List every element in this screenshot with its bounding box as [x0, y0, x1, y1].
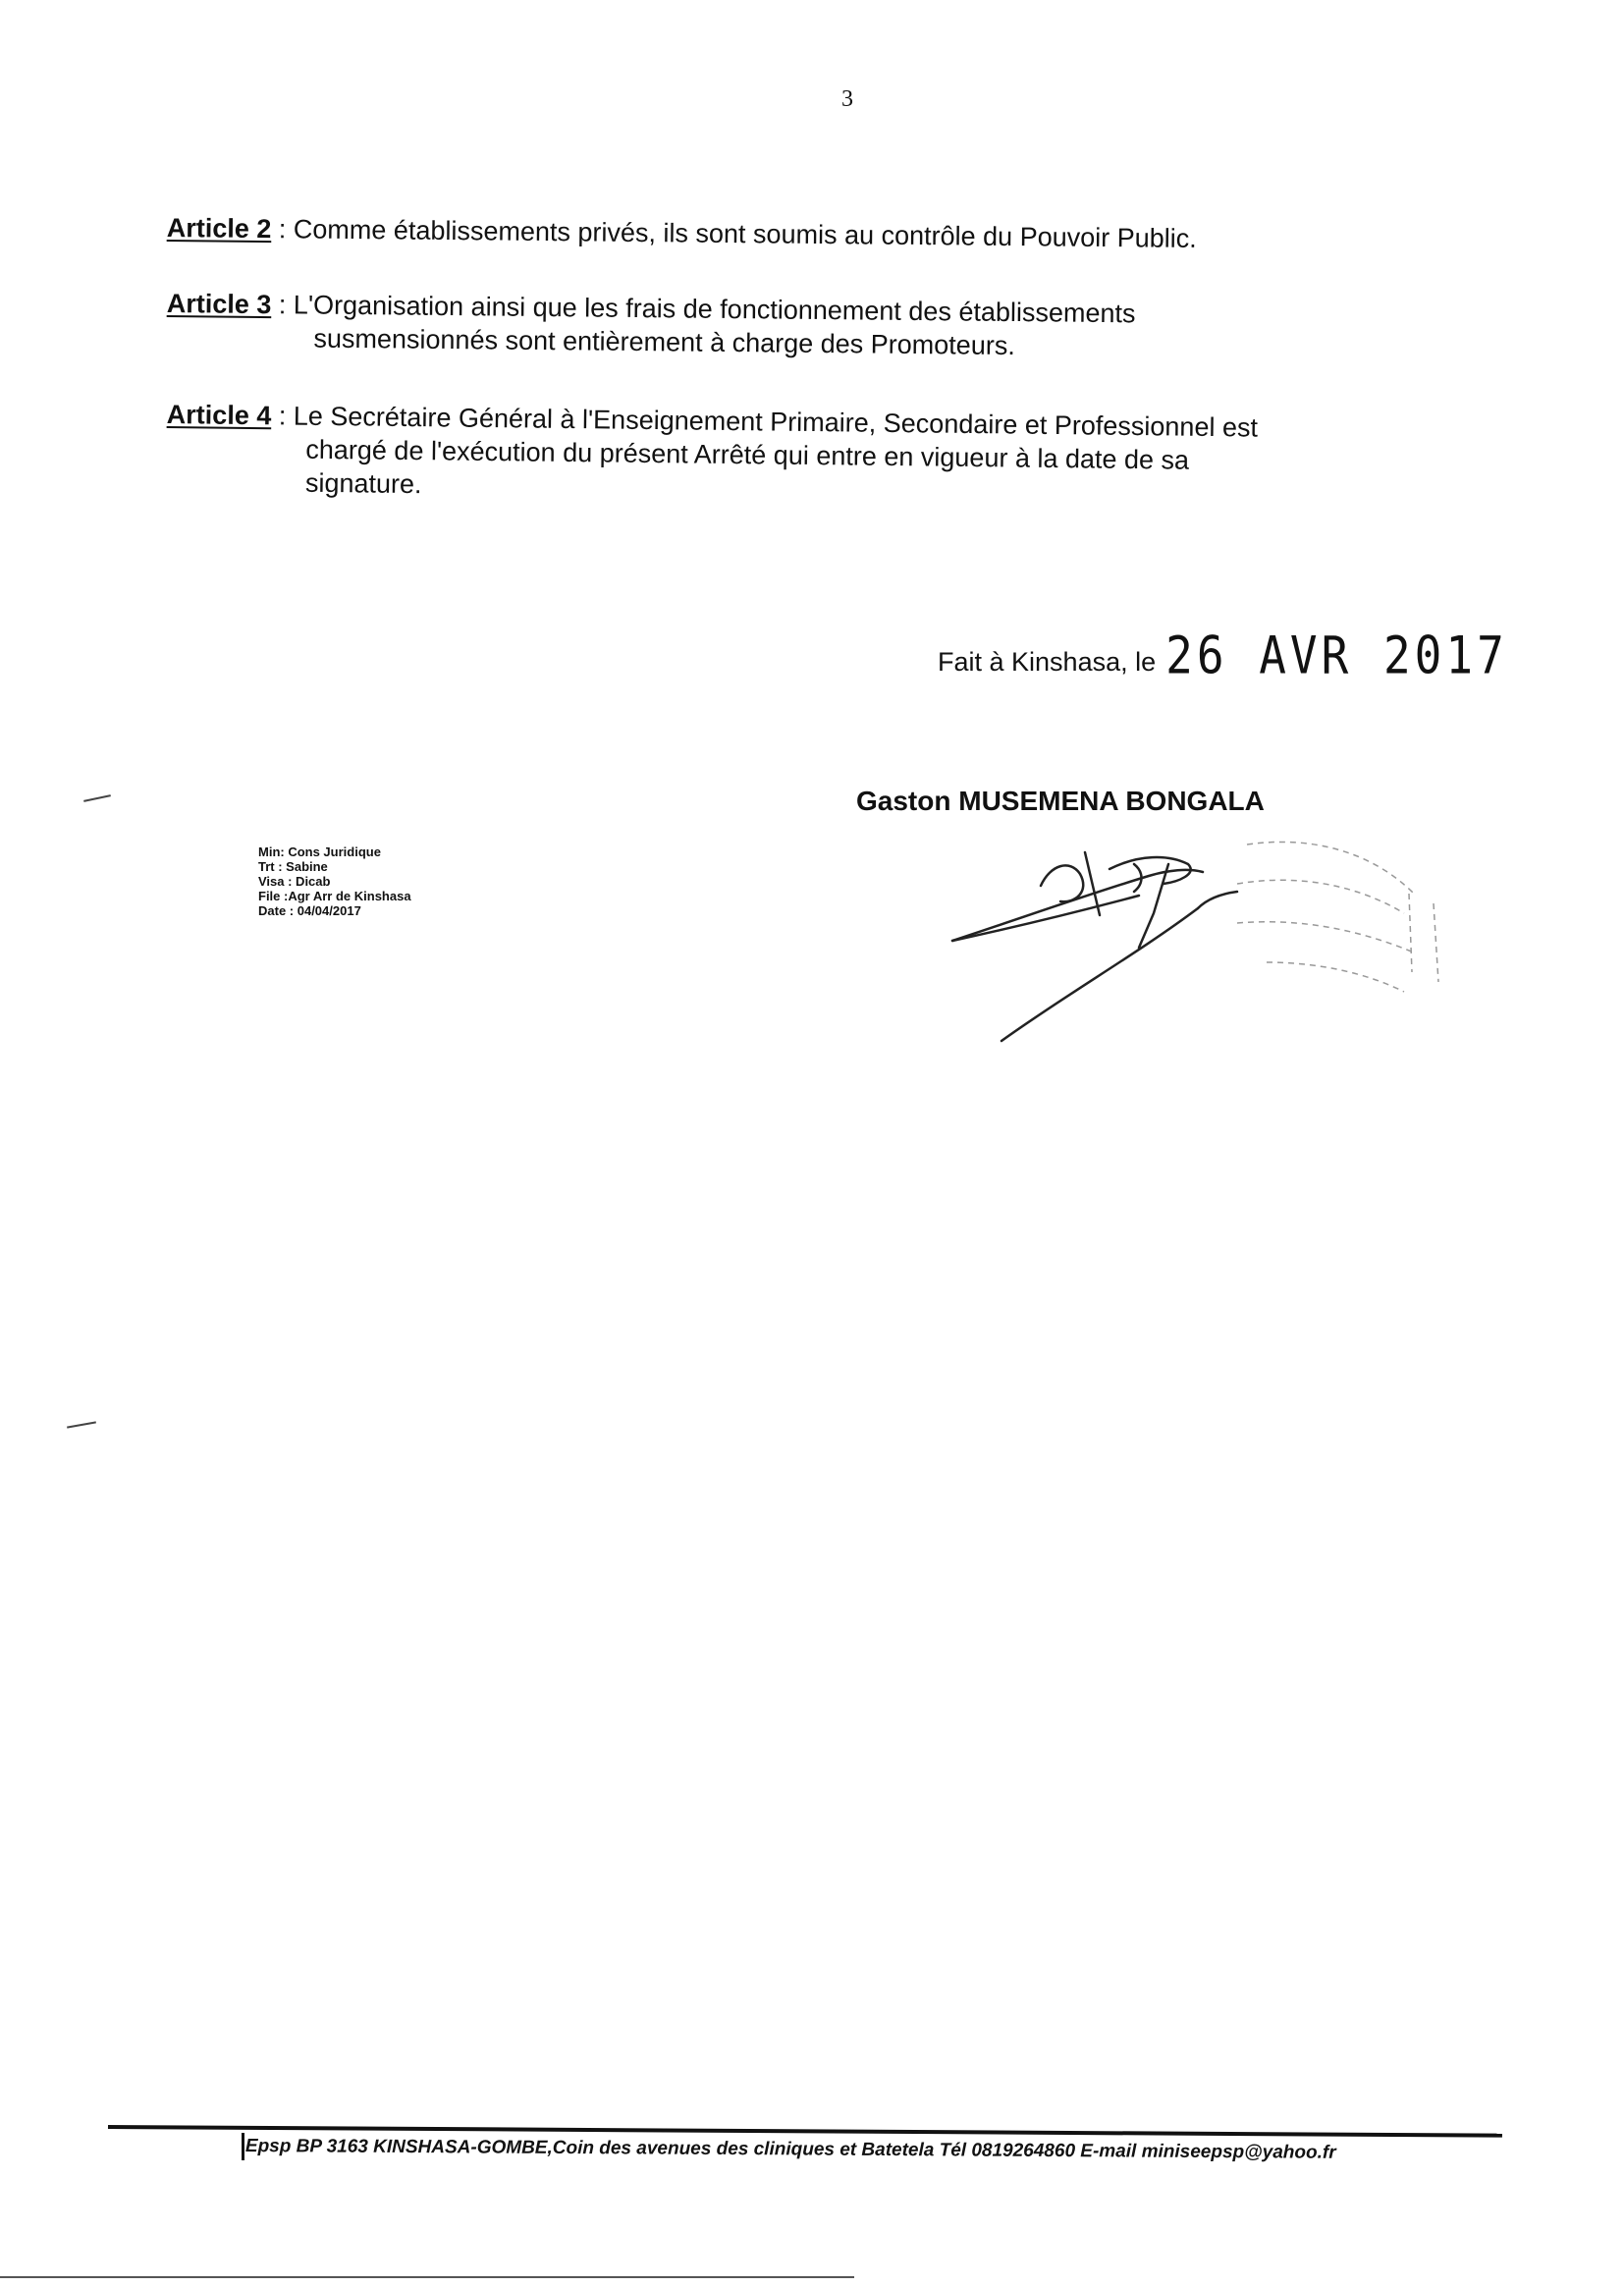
- page-number: 3: [841, 86, 853, 112]
- bottom-rule: [0, 2276, 854, 2278]
- article-separator: :: [271, 401, 295, 431]
- article-label: Article 2: [166, 212, 272, 245]
- article-separator: :: [271, 290, 295, 320]
- article-text: Le Secrétaire Général à l'Enseignement Primaire, Secondaire et Professionnel est: [293, 401, 1259, 443]
- handwritten-signature: [943, 825, 1453, 1061]
- article-4: [166, 398, 1404, 513]
- article-label: Article 4: [166, 399, 272, 431]
- article-text: chargé de l'exécution du présent Arrêté qui entre en vigueur à la date de sa: [305, 434, 1190, 475]
- footer-address: Epsp BP 3163 KINSHASA-GOMBE,Coin des avenues des cliniques et Batetela Tél 0819264860 E-mail miniseepsp@yahoo.fr: [244, 2136, 1336, 2163]
- scan-mark: [83, 794, 111, 802]
- footer-bar: [242, 2133, 244, 2160]
- reference-line: File :Agr Arr de Kinshasa: [258, 889, 411, 903]
- article-text: L'Organisation ainsi que les frais de fonctionnement des établissements: [293, 290, 1136, 329]
- article-text: susmensionnés sont entièrement à charge des Promoteurs.: [313, 323, 1015, 361]
- reference-line: Trt : Sabine: [258, 859, 328, 874]
- reference-block: [258, 844, 411, 918]
- article-3: [166, 287, 1404, 366]
- article-label: Article 3: [166, 288, 272, 320]
- signatory-name: [856, 786, 1265, 817]
- reference-line: Visa : Dicab: [258, 874, 331, 889]
- article-text: Comme établissements privés, ils sont soumis au contrôle du Pouvoir Public.: [293, 214, 1197, 253]
- article-separator: :: [271, 214, 295, 245]
- reference-line: Min: Cons Juridique: [258, 844, 381, 859]
- article-text: signature.: [304, 467, 422, 500]
- place-date-prefix: Fait à Kinshasa, le: [938, 647, 1157, 677]
- place-date: [938, 624, 1508, 686]
- scan-mark: [67, 1421, 96, 1428]
- signatory-surname: MUSEMENA BONGALA: [958, 786, 1265, 816]
- signatory-first-name: Gaston: [856, 786, 951, 816]
- article-2: [167, 211, 1404, 257]
- reference-line: Date : 04/04/2017: [258, 903, 361, 918]
- date-stamp: 26 AVR 2017: [1165, 624, 1508, 686]
